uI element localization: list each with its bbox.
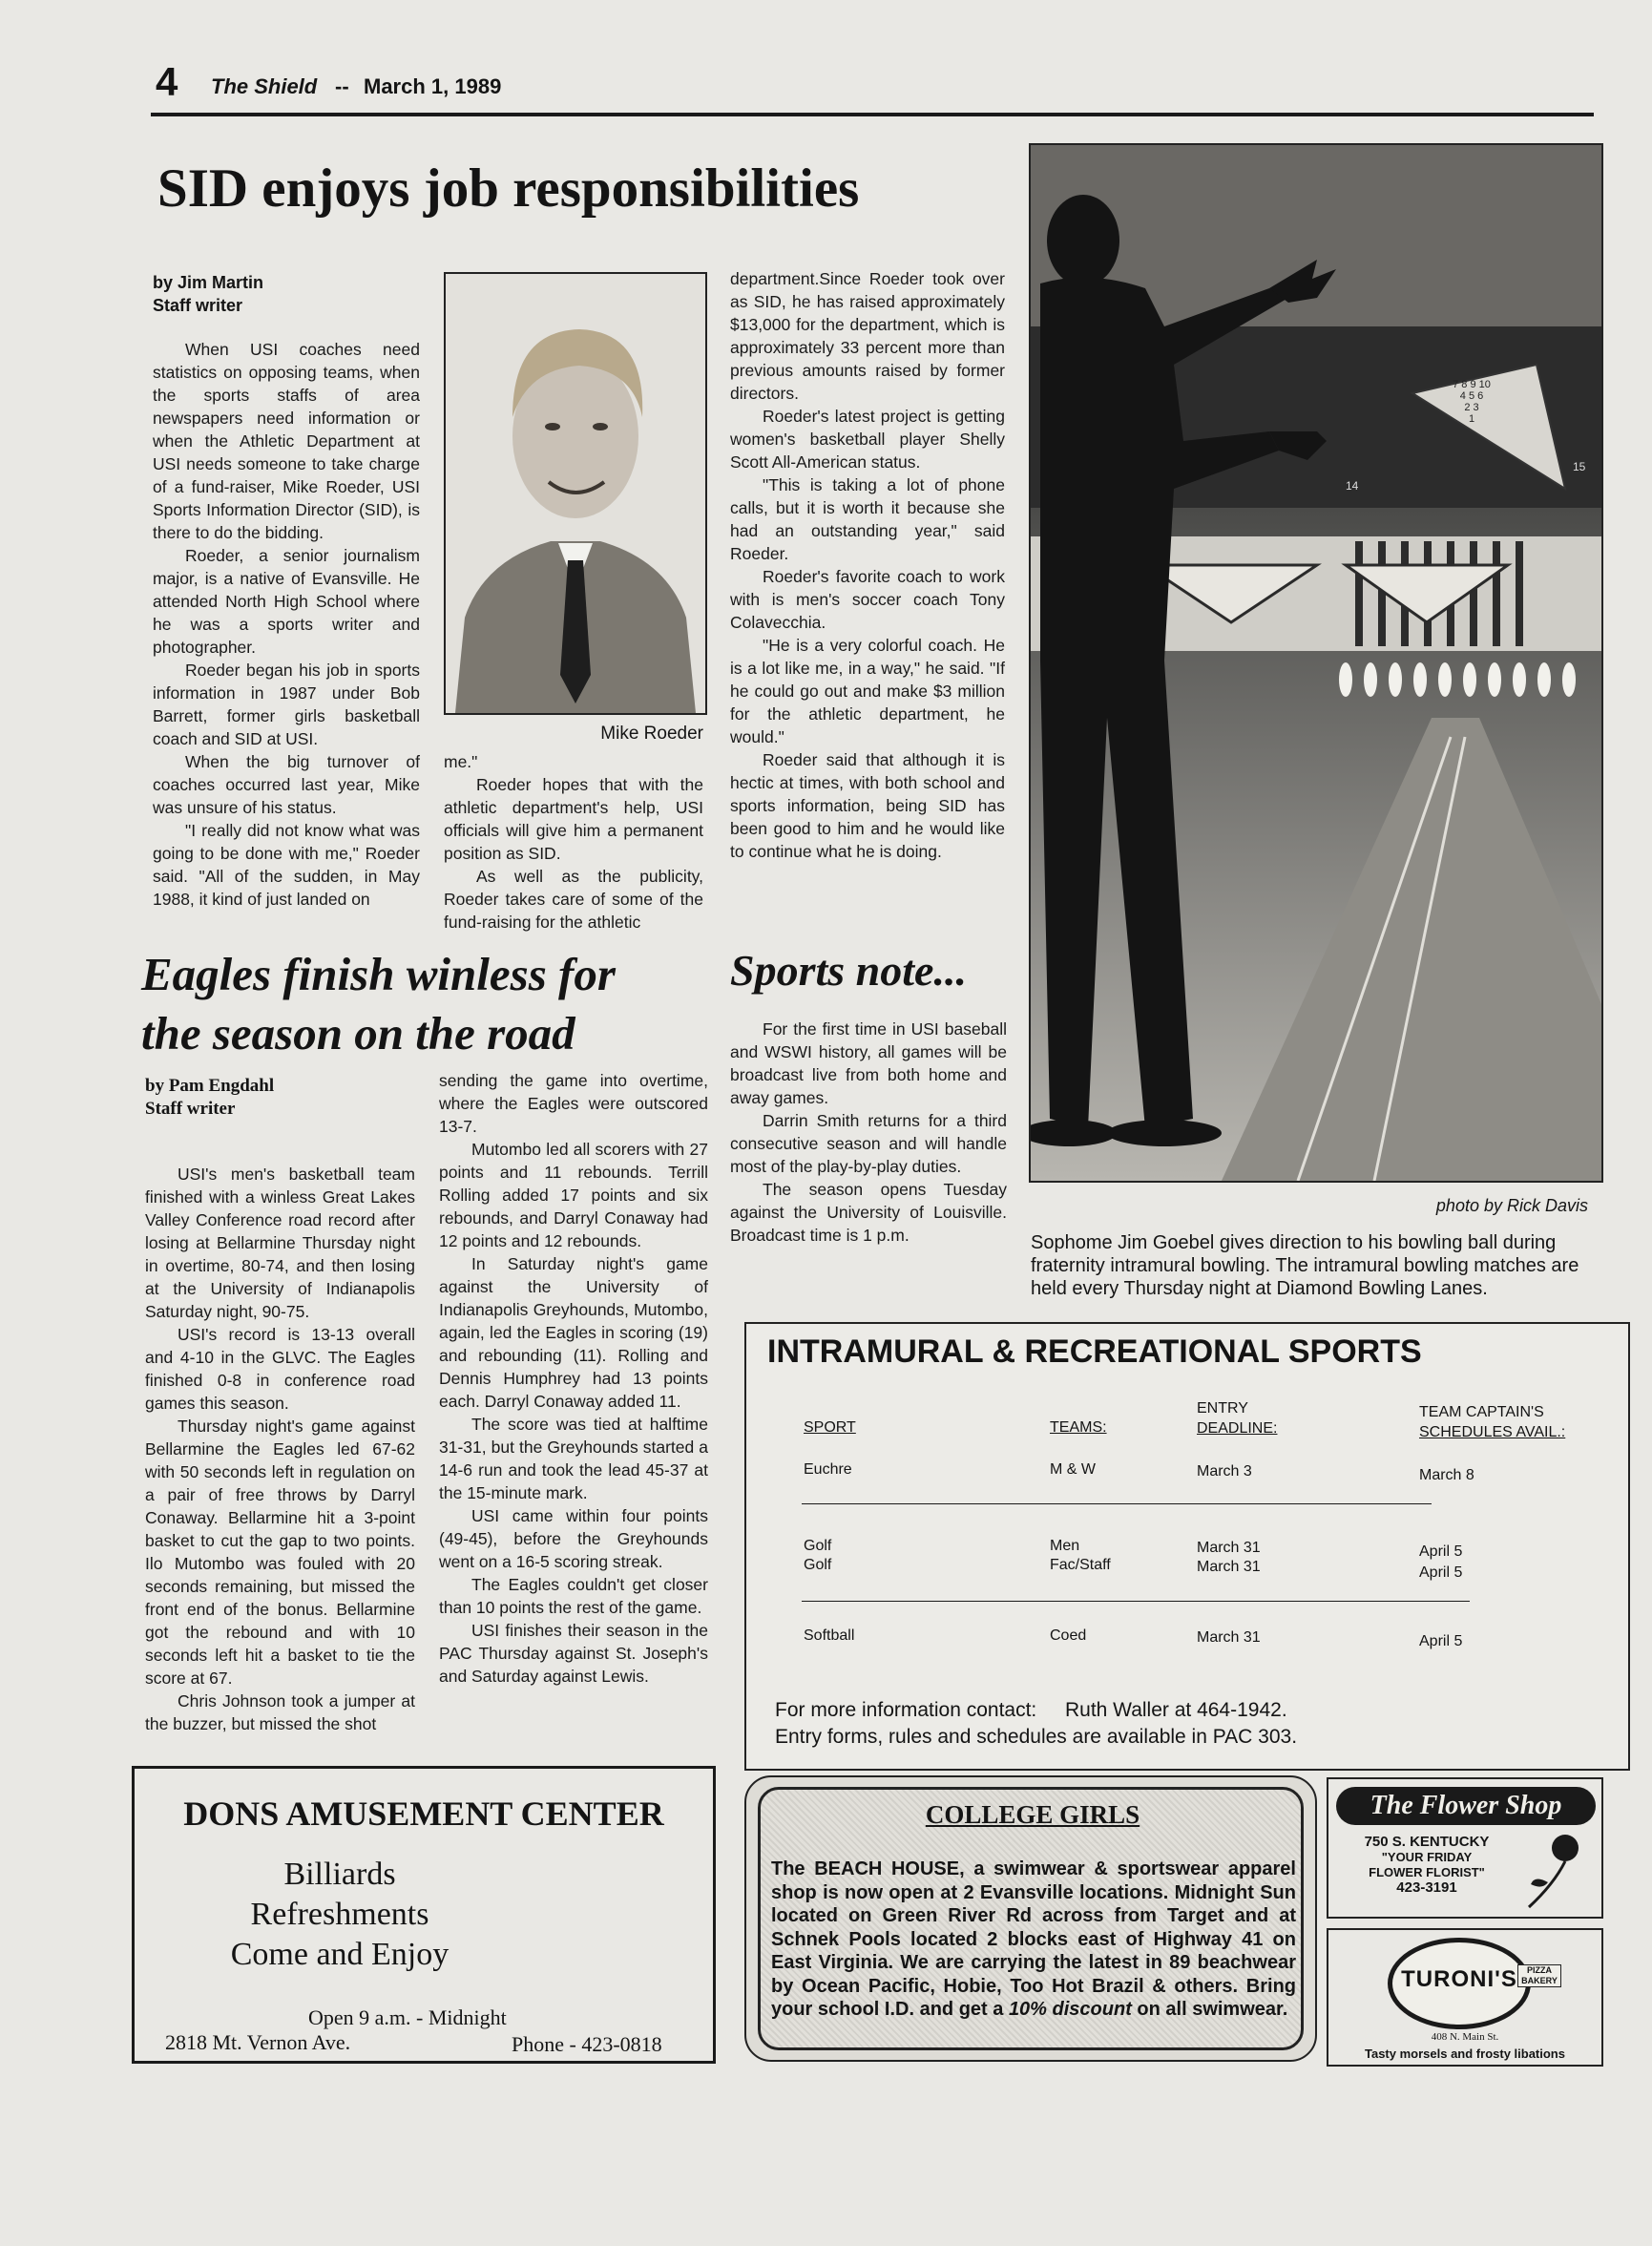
flower-shop-slogan-2: FLOWER FLORIST" [1369,1865,1485,1879]
header-teams: TEAMS: [1050,1419,1107,1436]
eagles-headline-line-2: the season on the road [141,1007,575,1060]
page-number: 4 [156,59,178,104]
header-separator: -- [335,74,349,98]
rose-icon [1516,1827,1592,1913]
sid-col3-paragraph: "He is a very colorful coach. He is a lot like me, in a way," he said. "If he could go out and make $3 million for the athletic department, he would." [730,636,1005,746]
sid-headline: SID enjoys job responsibilities [157,158,860,219]
flower-shop-slogan-1: "YOUR FRIDAY [1381,1850,1473,1864]
sid-col1-paragraph: "I really did not know what was going to be done with me," Roeder said. "All of the sudden, in May 1988, it kind of just landed on [153,821,420,909]
dons-amusement-ad [132,1766,716,2064]
row-golf-men-deadline: March 31 [1197,1540,1261,1556]
intramural-entry-note: Entry forms, rules and schedules are available in PAC 303. [775,1726,1298,1748]
row-softball-captain: April 5 [1419,1633,1463,1649]
eagles-col2-paragraph: Mutombo led all scorers with 27 points and 11 rebounds. Terrill Rolling added 17 points and six rebounds, and Darryl Conaway had 12 points and 12 rebounds. [439,1140,708,1250]
row-golf-men-captain: April 5 [1419,1543,1463,1560]
sid-column-1 [153,338,420,911]
dons-address: 2818 Mt. Vernon Ave. [165,2030,351,2054]
header-rule [151,113,1594,116]
dons-phone: Phone - 423-0818 [512,2032,662,2056]
sid-byline-name: by Jim Martin [153,273,264,292]
sid-photo-caption: Mike Roeder [600,724,703,744]
eagles-col2-lead: sending the game into overtime, where the Eagles were outscored 13-7. [439,1071,708,1136]
dons-title: DONS AMUSEMENT CENTER [183,1795,664,1833]
college-girls-body-lead: The BEACH HOUSE, a swimwear & sportswear apparel shop is now open at 2 Evansville locations. Midnight Sun located on Green River Rd across from Target and at Schnek Pools located 2 blocks east of Highway 41 on East Virginia. We are carrying the latest in 89 beachwear by Ocean Pacific, Hobie, Too Hot Brazil & others. Bring your school I.D. and get a [771,1858,1296,2020]
sid-col3-paragraph: "This is taking a lot of phone calls, but it is worth it because she had an outstanding year," said Roeder. [730,475,1005,563]
turonis-ad [1327,1928,1603,2067]
sports-note-paragraph: Darrin Smith returns for a third consecutive season and will handle most of the play-by-play duties. [730,1111,1007,1176]
row-golf-staff-teams: Fac/Staff [1050,1557,1111,1573]
sid-col2-lead: me." [444,752,478,771]
pin-diagram [1424,379,1519,425]
bowling-photo [1029,143,1603,1183]
table-divider-1 [802,1503,1432,1504]
row-golf-men-sport: Golf [804,1538,832,1554]
row-golf-staff-captain: April 5 [1419,1564,1463,1581]
flower-shop-phone: 423-3191 [1396,1879,1457,1896]
sid-col3-paragraph: Roeder said that although it is hectic at times, with both school and sports information, being SID has been good to him and he would like to continue what he is doing. [730,750,1005,861]
turonis-tagline: Tasty morsels and frosty libations [1365,2047,1565,2061]
flower-shop-logo: The Flower Shop [1336,1787,1596,1825]
eagles-col1-paragraph: Chris Johnson took a jumper at the buzzer, but missed the shot [145,1691,415,1733]
flower-shop-ad [1327,1777,1603,1919]
table-divider-2 [802,1601,1470,1602]
intramural-title: INTRAMURAL & RECREATIONAL SPORTS [767,1333,1422,1370]
row-golf-staff-deadline: March 31 [1197,1559,1261,1575]
sid-col2-paragraph: As well as the publicity, Roeder takes care of some of the fund-raising for the athletic [444,867,703,932]
sid-col3-paragraph: Roeder's latest project is getting women's basketball player Shelly Scott All-American status. [730,407,1005,472]
bowling-photo-caption: Sophome Jim Goebel gives direction to his bowling ball during fraternity intramural bowling. The intramural bowling matches are held every Thursday night at Diamond Bowling Lanes. [1031,1232,1579,1299]
sid-col2-paragraph: Roeder hopes that with the athletic department's help, USI officials will give him a permanent position as SID. [444,775,703,863]
turonis-badge [1517,1964,1561,1987]
sports-note-headline: Sports note... [730,946,967,995]
bowling-illustration [1031,145,1601,1181]
sid-col1-paragraph: When USI coaches need statistics on opposing teams, when the sports staffs of area newspapers need information or when the Athletic Department at USI needs someone to take charge of a fund-raiser, Mike Roeder, USI Sports Information Director (SID), is there to do the bidding. [153,340,420,542]
dons-line-billiards: Billiards [283,1857,396,1892]
sid-col1-paragraph: When the big turnover of coaches occurred last year, Mike was unsure of his status. [153,752,420,817]
turonis-logo: TURONI'S [1401,1966,1517,1992]
eagles-col2-paragraph: The score was tied at halftime 31-31, but the Greyhounds started a 14-6 run and took the lead 45-37 at the 15-minute mark. [439,1415,708,1502]
header-sport: SPORT [804,1419,856,1436]
sid-column-3 [730,267,1005,863]
photo-credit: photo by Rick Davis [1435,1196,1588,1215]
eagles-col2-paragraph: In Saturday night's game against the University of Indianapolis Greyhounds, Mutombo, again, led the Eagles in scoring (19) and rebounding (11). Rolling and Dennis Humphrey had 13 points each. Darryl Conaway added 11. [439,1254,708,1411]
college-girls-body [771,1858,1296,2022]
sports-note-body [730,1018,1007,1247]
pin-row-1: 1 [1468,413,1475,425]
dons-line-come-and-enjoy: Come and Enjoy [230,1937,450,1972]
college-girls-body-tail: on all swimwear. [1131,1999,1288,2020]
eagles-column-2 [439,1069,708,1688]
row-softball-sport: Softball [804,1627,855,1644]
pin-row-2: 2 3 [1464,402,1479,413]
eagles-column-1 [145,1163,415,1735]
sid-col3-lead: department.Since Roeder took over as SID, he has raised approximately $13,000 for the department, which is approximately 33 percent more than previous amounts raised by former directors. [730,269,1005,403]
dons-hours: Open 9 a.m. - Midnight [308,2005,507,2029]
sid-byline-role: Staff writer [153,296,243,315]
college-girls-ad [744,1775,1317,2062]
lane-mark-14: 14 [1346,479,1359,493]
header-deadline [1197,1398,1277,1438]
contact-value: Ruth Waller at 464-1942. [1064,1699,1287,1721]
contact-label: For more information contact: [775,1699,1037,1721]
eagles-headline-line-1: Eagles finish winless for [141,948,616,1000]
intramural-box [744,1322,1630,1771]
portrait-illustration [446,274,705,713]
header-deadline-line-1: ENTRY [1197,1400,1248,1417]
row-golf-staff-sport: Golf [804,1557,832,1573]
college-girls-title: COLLEGE GIRLS [925,1800,1140,1829]
turonis-address: 408 N. Main St. [1431,2031,1499,2043]
eagles-col1-paragraph: USI's men's basketball team finished with a winless Great Lakes Valley Conference road record after losing at Bellarmine Thursday night in overtime, 80-74, and then losing at the University of Indianapolis Saturday night, 90-75. [145,1165,415,1321]
sid-column-2 [444,750,703,934]
sid-col1-paragraph: Roeder began his job in sports information in 1987 under Bob Barrett, former girls basketball coach and SID at USI. [153,661,420,748]
header-captain-line-1: TEAM CAPTAIN'S [1419,1404,1544,1420]
eagles-col2-paragraph: USI came within four points (49-45), before the Greyhounds went on a 16-5 scoring streak. [439,1506,708,1571]
row-euchre-deadline: March 3 [1197,1463,1252,1480]
sid-byline [153,271,420,317]
header-deadline-line-2: DEADLINE: [1197,1420,1278,1437]
row-euchre-captain: March 8 [1419,1467,1474,1483]
flower-shop-details [1346,1835,1508,1896]
eagles-byline [145,1075,412,1121]
mike-roeder-photo [444,272,707,715]
turonis-badge-pizza: PIZZA [1527,1965,1552,1975]
intramural-contact [775,1698,1287,1723]
eagles-byline-name: by Pam Engdahl [145,1076,275,1096]
row-golf-men-teams: Men [1050,1538,1080,1554]
turonis-badge-bakery: BAKERY [1521,1976,1558,1985]
dons-line-refreshments: Refreshments [250,1897,429,1932]
lane-mark-15: 15 [1573,460,1586,473]
row-euchre-sport: Euchre [804,1461,852,1478]
college-girls-discount: 10% discount [1008,1999,1132,2020]
eagles-col1-paragraph: Thursday night's game against Bellarmine the Eagles led 67-62 with 50 seconds left in regulation on a pair of free throws by Darryl Conaway. Bellarmine hit a 3-point basket to cut the gap to two points. Ilo Mutombo was fouled with 20 seconds remaining, but missed the front end of the bonus. Bellarmine got the rebound and with 10 seconds left hit a basket to tie the score at 67. [145,1417,415,1688]
row-softball-teams: Coed [1050,1627,1087,1644]
header-captain-line-2: SCHEDULES AVAIL.: [1419,1424,1566,1440]
eagles-col2-paragraph: USI finishes their season in the PAC Thursday against St. Joseph's and Saturday against Lewis. [439,1621,708,1686]
publication-name: The Shield [211,74,318,98]
eagles-headline [141,945,714,1063]
eagles-byline-role: Staff writer [145,1099,236,1119]
flower-shop-address: 750 S. KENTUCKY [1364,1834,1490,1850]
page-header [156,59,1606,107]
sports-note-paragraph: For the first time in USI baseball and WSWI history, all games will be broadcast live from both home and away games. [730,1019,1007,1107]
pin-row-3: 4 5 6 [1459,390,1484,402]
eagles-col2-paragraph: The Eagles couldn't get closer than 10 points the rest of the game. [439,1575,708,1617]
sid-col1-paragraph: Roeder, a senior journalism major, is a native of Evansville. He attended North High School where he was a sports writer and photographer. [153,546,420,657]
issue-date: March 1, 1989 [364,74,502,98]
eagles-col1-paragraph: USI's record is 13-13 overall and 4-10 in the GLVC. The Eagles finished 0-8 in conference road games this season. [145,1325,415,1413]
sports-note-paragraph: The season opens Tuesday against the University of Louisville. Broadcast time is 1 p.m. [730,1180,1007,1245]
sid-col3-paragraph: Roeder's favorite coach to work with is men's soccer coach Tony Colavecchia. [730,567,1005,632]
row-euchre-teams: M & W [1050,1461,1096,1478]
pin-row-4: 7 8 9 10 [1453,379,1491,390]
row-softball-deadline: March 31 [1197,1629,1261,1646]
header-captain [1419,1402,1565,1442]
